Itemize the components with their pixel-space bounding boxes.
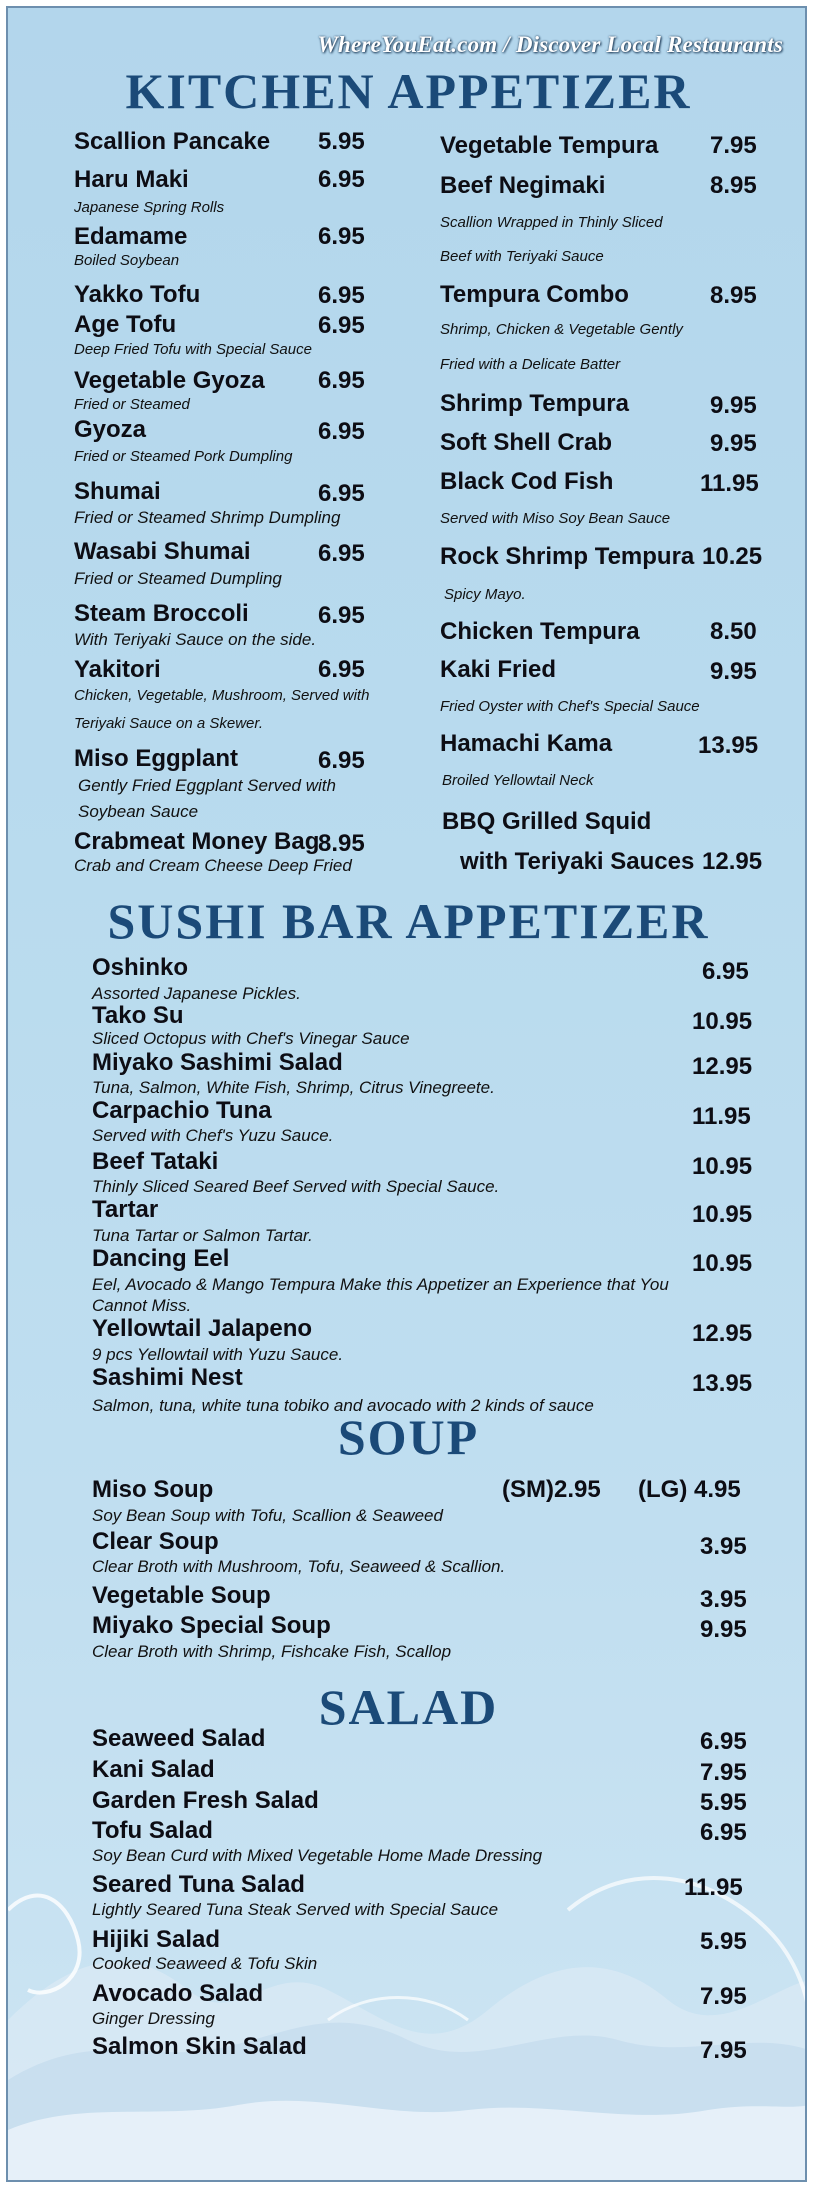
item-price: 3.95 xyxy=(700,1586,747,1613)
item-description: Fried or Steamed Pork Dumpling xyxy=(74,448,293,465)
item-name: Yakko Tofu xyxy=(74,281,201,308)
item-description: Broiled Yellowtail Neck xyxy=(442,772,594,789)
item-description: Served with Chef's Yuzu Sauce. xyxy=(92,1126,334,1145)
item-name: Tako Su xyxy=(92,1002,184,1029)
item-name: Sashimi Nest xyxy=(92,1364,243,1391)
item-name: Scallion Pancake xyxy=(74,128,271,155)
item-price: 6.95 xyxy=(318,656,365,683)
item-description: Assorted Japanese Pickles. xyxy=(92,984,301,1003)
item-name: Beef Negimaki xyxy=(440,172,606,199)
item-name: Miyako Special Soup xyxy=(92,1612,331,1639)
item-price: 7.95 xyxy=(700,1983,747,2010)
item-description: Tuna Tartar or Salmon Tartar. xyxy=(92,1226,313,1245)
item-name: Miso Soup xyxy=(92,1476,214,1503)
item-description: Beef with Teriyaki Sauce xyxy=(440,248,604,265)
item-name: Chicken Tempura xyxy=(440,618,640,645)
item-name: Wasabi Shumai xyxy=(74,538,251,565)
item-name: Black Cod Fish xyxy=(440,468,614,495)
item-price: 9.95 xyxy=(700,1616,747,1643)
item-description: Thinly Sliced Seared Beef Served with Special Sauce. xyxy=(92,1177,500,1196)
item-price: 10.95 xyxy=(692,1201,753,1228)
item-name: Shrimp Tempura xyxy=(440,390,629,417)
item-name: BBQ Grilled Squid xyxy=(442,808,652,835)
item-price: 6.95 xyxy=(318,367,365,394)
item-price: 6.95 xyxy=(318,480,365,507)
site-credit: WhereYouEat.com / Discover Local Restaurants xyxy=(317,32,783,57)
item-price: 10.95 xyxy=(692,1008,753,1035)
item-name: Yellowtail Jalapeno xyxy=(92,1315,313,1342)
item-description: Fried or Steamed Shrimp Dumpling xyxy=(74,508,341,527)
item-name: Gyoza xyxy=(74,416,147,443)
item-description: Cooked Seaweed & Tofu Skin xyxy=(92,1954,318,1973)
item-name: Dancing Eel xyxy=(92,1245,230,1272)
salad-title: SALAD xyxy=(318,1679,499,1735)
item-name: Seared Tuna Salad xyxy=(92,1871,305,1898)
item-name: Haru Maki xyxy=(74,166,189,193)
kitchen-appetizer-title: KITCHEN APPETIZER xyxy=(125,63,692,119)
item-price: 13.95 xyxy=(692,1370,753,1397)
item-name: Rock Shrimp Tempura xyxy=(440,543,695,570)
item-name: Hamachi Kama xyxy=(440,730,613,757)
item-name: Yakitori xyxy=(74,656,161,683)
item-name: Beef Tataki xyxy=(92,1148,219,1175)
item-description: Fried or Steamed xyxy=(74,396,190,413)
item-name: Steam Broccoli xyxy=(74,600,249,627)
item-price: 12.95 xyxy=(692,1053,753,1080)
item-price: 6.95 xyxy=(700,1728,747,1755)
item-price: 11.95 xyxy=(700,470,759,497)
item-description: Spicy Mayo. xyxy=(444,586,526,603)
item-price: 8.95 xyxy=(710,172,757,199)
item-name: Age Tofu xyxy=(74,311,177,338)
item-name: Carpachio Tuna xyxy=(92,1097,272,1124)
item-description: With Teriyaki Sauce on the side. xyxy=(74,630,317,649)
item-price: 8.95 xyxy=(710,282,757,309)
item-description: Cannot Miss. xyxy=(92,1296,192,1315)
item-price: 12.95 xyxy=(702,848,763,875)
item-description: Fried or Steamed Dumpling xyxy=(74,569,282,588)
item-price: 7.95 xyxy=(700,2037,747,2064)
item-description: Japanese Spring Rolls xyxy=(74,199,225,216)
item-price: 10.95 xyxy=(692,1153,753,1180)
item-name: Tartar xyxy=(92,1196,159,1223)
item-price: 5.95 xyxy=(700,1928,747,1955)
item-description: Sliced Octopus with Chef's Vinegar Sauce xyxy=(92,1029,410,1048)
item-name: Vegetable Gyoza xyxy=(74,367,265,394)
item-price: 5.95 xyxy=(318,128,365,155)
item-price: 6.95 xyxy=(700,1819,747,1846)
item-price: 9.95 xyxy=(710,392,757,419)
item-price: 5.95 xyxy=(700,1789,747,1816)
item-description: Eel, Avocado & Mango Tempura Make this Appetizer an Experience that You xyxy=(92,1275,669,1294)
item-description: Clear Broth with Mushroom, Tofu, Seaweed & Scallion. xyxy=(92,1557,506,1576)
item-description: Deep Fried Tofu with Special Sauce xyxy=(74,341,312,358)
item-description: Chicken, Vegetable, Mushroom, Served with xyxy=(74,687,370,704)
item-name: Kani Salad xyxy=(92,1756,215,1783)
item-price: 11.95 xyxy=(692,1103,751,1130)
item-price: 12.95 xyxy=(692,1320,753,1347)
item-name: Miyako Sashimi Salad xyxy=(92,1049,343,1076)
item-price: 6.95 xyxy=(318,282,365,309)
item-description: Shrimp, Chicken & Vegetable Gently xyxy=(440,321,683,338)
item-name: Soft Shell Crab xyxy=(440,429,613,456)
item-description: Tuna, Salmon, White Fish, Shrimp, Citrus Vinegreete. xyxy=(92,1078,495,1097)
item-description: Salmon, tuna, white tuna tobiko and avocado with 2 kinds of sauce xyxy=(92,1396,594,1415)
item-name: Vegetable Tempura xyxy=(440,132,659,159)
item-name: Clear Soup xyxy=(92,1528,219,1555)
item-description: Served with Miso Soy Bean Sauce xyxy=(440,510,671,527)
item-description: 9 pcs Yellowtail with Yuzu Sauce. xyxy=(92,1345,344,1364)
item-price: 10.25 xyxy=(702,543,763,570)
item-name: Avocado Salad xyxy=(92,1980,264,2007)
item-name: Vegetable Soup xyxy=(92,1582,271,1609)
item-name: Seaweed Salad xyxy=(92,1725,266,1752)
soup-title: SOUP xyxy=(337,1409,480,1465)
item-price: 9.95 xyxy=(710,658,757,685)
item-description: Fried with a Delicate Batter xyxy=(440,356,621,373)
item-description: Scallion Wrapped in Thinly Sliced xyxy=(440,214,663,231)
item-price: 11.95 xyxy=(684,1874,743,1901)
item-name: Tempura Combo xyxy=(440,281,629,308)
item-price: 13.95 xyxy=(698,732,759,759)
item-name-continued: with Teriyaki Sauces xyxy=(460,848,695,875)
item-price-large: (LG) 4.95 xyxy=(638,1476,741,1503)
item-price: 6.95 xyxy=(318,540,365,567)
item-price: 3.95 xyxy=(700,1533,747,1560)
sushi-bar-appetizer-title: SUSHI BAR APPETIZER xyxy=(107,893,710,949)
item-price: 10.95 xyxy=(692,1250,753,1277)
item-description: Teriyaki Sauce on a Skewer. xyxy=(74,715,263,732)
item-price: 6.95 xyxy=(318,312,365,339)
item-price-small: (SM)2.95 xyxy=(502,1476,601,1503)
item-name: Oshinko xyxy=(92,954,189,981)
item-name: Crabmeat Money Bag xyxy=(74,828,320,855)
item-description: Boiled Soybean xyxy=(74,252,180,269)
item-price: 9.95 xyxy=(710,430,757,457)
item-price: 8.50 xyxy=(710,618,757,645)
item-description: Fried Oyster with Chef's Special Sauce xyxy=(440,698,700,715)
item-description: Clear Broth with Shrimp, Fishcake Fish, Scallop xyxy=(92,1642,452,1661)
item-price: 6.95 xyxy=(318,747,365,774)
item-name: Tofu Salad xyxy=(92,1817,213,1844)
item-name: Edamame xyxy=(74,223,188,250)
item-price: 7.95 xyxy=(700,1759,747,1786)
item-price: 6.95 xyxy=(318,418,365,445)
item-name: Salmon Skin Salad xyxy=(92,2033,307,2060)
item-price: 6.95 xyxy=(318,223,365,250)
menu-page xyxy=(6,6,807,2182)
item-price: 8.95 xyxy=(318,830,365,857)
item-description: Soy Bean Soup with Tofu, Scallion & Seaweed xyxy=(92,1506,443,1525)
item-name: Miso Eggplant xyxy=(74,745,238,772)
item-description: Soybean Sauce xyxy=(78,802,199,821)
item-name: Garden Fresh Salad xyxy=(92,1787,319,1814)
item-price: 6.95 xyxy=(702,958,749,985)
item-name: Hijiki Salad xyxy=(92,1926,221,1953)
item-price: 7.95 xyxy=(710,132,757,159)
item-description: Soy Bean Curd with Mixed Vegetable Home Made Dressing xyxy=(92,1846,543,1865)
item-price: 6.95 xyxy=(318,166,365,193)
item-description: Lightly Seared Tuna Steak Served with Special Sauce xyxy=(92,1900,499,1919)
item-price: 6.95 xyxy=(318,602,365,629)
item-name: Kaki Fried xyxy=(440,656,557,683)
item-description: Ginger Dressing xyxy=(92,2009,215,2028)
item-description: Crab and Cream Cheese Deep Fried xyxy=(74,856,352,875)
item-name: Shumai xyxy=(74,478,161,505)
item-description: Gently Fried Eggplant Served with xyxy=(78,776,336,795)
